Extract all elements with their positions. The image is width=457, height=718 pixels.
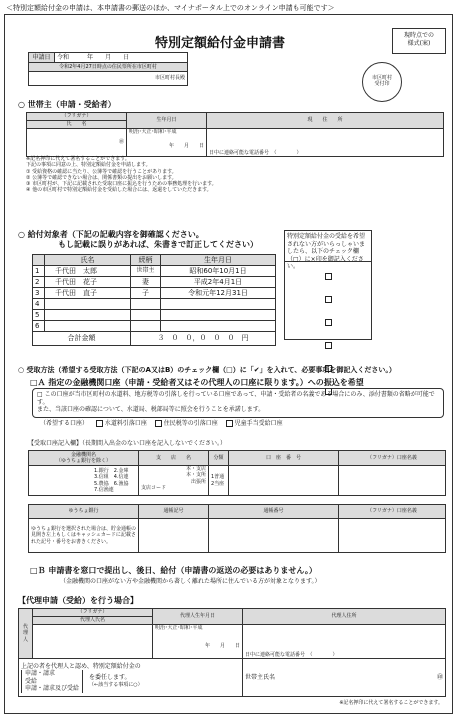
agent-birth-field[interactable] [153, 625, 243, 659]
option-a[interactable]: □Ａ 指定の金融機関口座（申請・受給者又はその代理人の口座に限ります。）への振込を希望 [30, 378, 364, 387]
row-no: 2 [33, 277, 45, 288]
col-relation: 続柄 [131, 255, 161, 266]
yucho-col-mark: 通帳記号 [139, 505, 209, 519]
total-label: 合計金額 [33, 332, 131, 346]
table-row [33, 277, 276, 288]
row-birth: 平成2年4月1日 [161, 277, 276, 288]
delegate-option[interactable]: 申請・請求及び受給 [25, 685, 80, 692]
table-row [33, 288, 276, 299]
apply-date-table [28, 52, 188, 86]
section2-heading-text2: もし記載に誤りがあれば、朱書きで訂正してください） [58, 240, 258, 249]
agent-table [18, 608, 446, 697]
agent-name-field[interactable] [33, 625, 153, 659]
bank-col-number: 口 座 番 号 [229, 451, 339, 466]
account-number-field[interactable] [229, 466, 339, 496]
apply-date-label: 申請日 [29, 53, 55, 63]
householder-table [26, 112, 444, 157]
delegate-text: 上記の者を代理人と認め、特別定額給付金の [21, 662, 141, 670]
era-options: 明治･大正･昭和･平成 [129, 129, 177, 135]
row-birth-field[interactable] [161, 321, 276, 332]
receipt-stamp [362, 62, 402, 102]
table-row [33, 321, 276, 332]
note-line: ※記名押印に代えて署名することができます。 [26, 156, 130, 162]
delegate-note: （←該当する事項に○） [89, 681, 143, 688]
agent-label: 代理人 [19, 609, 33, 659]
yucho-number-field[interactable] [209, 519, 339, 553]
section2-heading-text: 給付対象者（下記の記載内容を御確認ください。 [27, 230, 204, 239]
footer-note: ※記名押印に代えて署名することができます。 [339, 700, 443, 706]
section4-heading: 【代理申請（受給）を行う場合】 [18, 596, 138, 605]
yucho-holder-field[interactable] [339, 519, 446, 553]
agent-eras: 明治･大正･昭和･平成 [155, 625, 203, 631]
agent-ymd: 年 月 日 [204, 643, 240, 650]
note-line: 下記の事項に同意の上、特別定額給付金を申請します。 [26, 162, 151, 169]
householder-address-field[interactable]: 日中に連絡可能な電話番号 （ ） [207, 129, 444, 157]
row-name: 千代田 直子 [45, 288, 131, 299]
address-note: 令和2年4月27日時点の住民票所在市区町村 [29, 63, 188, 72]
receipt-stamp-line1: 市区町村 [371, 75, 392, 81]
receipt-stamp-line2: 受付印 [374, 81, 390, 88]
row-name-field[interactable] [45, 299, 131, 310]
agent-birth-label: 代理人生年月日 [153, 609, 243, 625]
bank-col-name [29, 451, 139, 466]
section3-heading: ○ 受取方法（希望する受取方法（下記のA又はB）のチェック欄（□）に「✔」を入れて、必要事項を御記入ください。） [18, 366, 396, 374]
row-birth: 昭和60年10月1日 [161, 266, 276, 277]
sample-badge-line1: 現時点での [403, 32, 434, 39]
row-no: 1 [33, 266, 45, 277]
child-allowance-label: 児童手当受給口座 [234, 420, 283, 427]
yucho-table [28, 504, 446, 553]
decline-checkbox-column [284, 262, 372, 340]
decline-checkbox[interactable] [325, 342, 332, 349]
note-line: ④ 他の市区町村で特別定額給付金を受給した場合には、返還をしていただきます。 [26, 187, 212, 194]
row-birth: 令和元年12月31日 [161, 288, 276, 299]
agent-name-label: 代理人氏名 [33, 617, 153, 625]
yucho-mark-field[interactable] [139, 519, 209, 553]
row-relation: 妻 [131, 277, 161, 288]
bank-name-field[interactable] [29, 466, 139, 496]
account-options-label: （希望する口座） [40, 420, 89, 427]
row-no: 5 [33, 310, 45, 321]
note-line: ② 公簿等で確認できない場合は、関係書類の提出をお願いします。 [26, 174, 177, 181]
option-a-note: □ この口座が当市区町村の水道料、地方税等の引落しを行っている口座であって、申請・受給者の名義である場合にのみ、添付書類の省略が可能です。 [37, 391, 435, 406]
water-account-checkbox[interactable] [96, 420, 103, 427]
note-line: ① 受給資格の確認に当たり、公簿等で確認を行うことがあります。 [26, 168, 177, 175]
era-text: 令和 [57, 53, 70, 61]
householder-birth-field[interactable] [127, 129, 207, 157]
top-notice: ＜特別定額給付金の申請は、本申請書の郵送のほか、マイナポータル上でのオンライン申請も可能です＞ [6, 4, 335, 12]
delegate-suffix: を委任します。 [89, 674, 131, 682]
yucho-note: ゆうちょ銀行を選択された場合は、貯金通帳の見開き左上もしくはキャッシュカードに記載された記号・番号をお書きください。 [29, 519, 139, 553]
birthdate-label: 生年月日 [127, 113, 207, 129]
row-name-field[interactable] [45, 321, 131, 332]
decline-note: 特別定額給付金の受給を希望されない方がいらっしゃいましたら、以下のチェック欄（□）に×印を御記入ください。 [284, 230, 372, 262]
row-no: 4 [33, 299, 45, 310]
delegate-option[interactable]: 受給 [25, 677, 38, 685]
row-no: 3 [33, 288, 45, 299]
delegate-option[interactable]: 申請・請求 [25, 670, 56, 677]
row-name: 千代田 花子 [45, 277, 131, 288]
bank-header: 【受取口座記入欄】（長期間入出金のない口座を記入しないでください。） [28, 440, 227, 447]
bank-col-branch: 支 店 名 [139, 451, 209, 466]
seal-mark: ㊞ [436, 673, 443, 681]
row-relation: 子 [131, 288, 161, 299]
sample-badge [392, 28, 446, 54]
bank-col-holder: （フリガナ）口座名義 [339, 451, 446, 466]
decline-checkbox[interactable] [325, 296, 332, 303]
account-type-field[interactable]: 1普通 2当座 [209, 466, 229, 496]
bank-col-name-text: 金融機関名 [70, 451, 96, 458]
form-title: 特別定額給付金申請書 [154, 36, 285, 51]
apply-date-field[interactable] [55, 53, 188, 63]
option-b[interactable]: □Ｂ 申請書を窓口で提出し、後日、給付（申請書の返送の必要はありません。） [30, 566, 317, 575]
row-no: 6 [33, 321, 45, 332]
col-birth: 生年月日 [161, 255, 276, 266]
year-text: 年 [87, 53, 94, 61]
total-value: ３ ０ ０，０ ０ ０ 円 [131, 332, 276, 346]
ymd-text: 年 月 日 [168, 143, 204, 150]
day-text: 日 [123, 53, 130, 61]
table-row [33, 310, 276, 321]
beneficiary-table [32, 254, 276, 346]
tax-account-checkbox[interactable] [155, 420, 162, 427]
agent-addr-field[interactable]: 日中に連絡可能な電話番号 （ ） [243, 625, 446, 659]
row-relation-field[interactable] [131, 299, 161, 310]
bank-table [28, 450, 446, 496]
yucho-col-number: 通帳番号 [209, 505, 339, 519]
branch-types: 本・支店 本・支所 出張所 [185, 466, 212, 485]
option-a-note-box [32, 388, 444, 418]
month-text: 月 [105, 53, 112, 61]
table-row [33, 266, 276, 277]
phone-label: 日中に連絡可能な電話番号 [209, 149, 270, 156]
tax-account-label: 住民税等の引落口座 [163, 420, 218, 427]
mayor-text: 市区町村長殿 [29, 72, 188, 86]
delegate-cell [19, 659, 243, 697]
section3-heading-text: 受取方法（希望する受取方法（下記のA又はB）のチェック欄（□）に「✔」を入れて、必要事項を御記入ください。） [26, 366, 396, 374]
yucho-label: ゆうちょ銀行 [29, 505, 139, 519]
note-line: ③ 市区町村が、下記に記載された受取口座に振込を行うための事務処理を行います。 [26, 181, 217, 187]
name-label: 氏 名 [27, 121, 127, 129]
sample-badge-line2: 様式(案) [407, 39, 431, 47]
section1-heading-text: 世帯主（申請・受給者） [27, 100, 116, 109]
decline-checkbox[interactable] [325, 273, 332, 280]
furigana-label: （フリガナ） [27, 113, 127, 121]
decline-checkbox[interactable] [325, 319, 332, 326]
householder-name-field[interactable] [27, 129, 127, 157]
water-account-label: 水道料引落口座 [104, 420, 147, 427]
address-label: 現 住 所 [207, 113, 444, 129]
row-name-field[interactable] [45, 310, 131, 321]
account-options [40, 420, 440, 428]
col-name: 氏名 [45, 255, 131, 266]
section1-heading: ○ 世帯主（申請・受給者） [18, 100, 116, 109]
bank-types: 1.銀行 2.金庫 3.信組 4.信連 5.農協 6.漁協 7.信漁連 [94, 468, 134, 493]
bank-col-type: 分類 [209, 451, 229, 466]
branch-field[interactable] [139, 466, 212, 496]
table-row [33, 299, 276, 310]
child-allowance-checkbox[interactable] [226, 420, 233, 427]
head-name-field[interactable] [243, 659, 446, 697]
option-b-note: （金融機関の口座がない方や金融機関から著しく離れた場所に住んでいる方が対象となります。） [60, 578, 321, 585]
row-relation-field[interactable] [131, 310, 161, 321]
yucho-col-holder: （フリガナ）口座名義 [339, 505, 446, 519]
row-name: 千代田 太郎 [45, 266, 131, 277]
agent-phone-label: 日中に連絡可能な電話番号 [245, 651, 306, 658]
branch-code-label: 支店コード [141, 484, 167, 491]
row-relation-field[interactable] [131, 321, 161, 332]
row-birth-field[interactable] [161, 299, 276, 310]
option-a-note2: また、当該口座の確認について、水道局、税部局等に照会を行うことを承諾します。 [37, 406, 265, 413]
row-birth-field[interactable] [161, 310, 276, 321]
agent-addr-label: 代理人住所 [243, 609, 446, 625]
account-holder-field[interactable] [339, 466, 446, 496]
bank-col-sub: （ゆうちょ銀行を除く） [55, 458, 111, 464]
head-name-label: 世帯主氏名 [245, 673, 276, 681]
section2-heading: ○ 給付対象者（下記の記載内容を御確認ください。 もし記載に誤りがあれば、朱書きで訂正してください） [18, 230, 288, 250]
row-relation: 世帯主 [131, 266, 161, 277]
section1-notes [26, 156, 446, 194]
seal-mark: ㊞ [118, 139, 124, 146]
agent-furigana: （フリガナ） [33, 609, 153, 617]
